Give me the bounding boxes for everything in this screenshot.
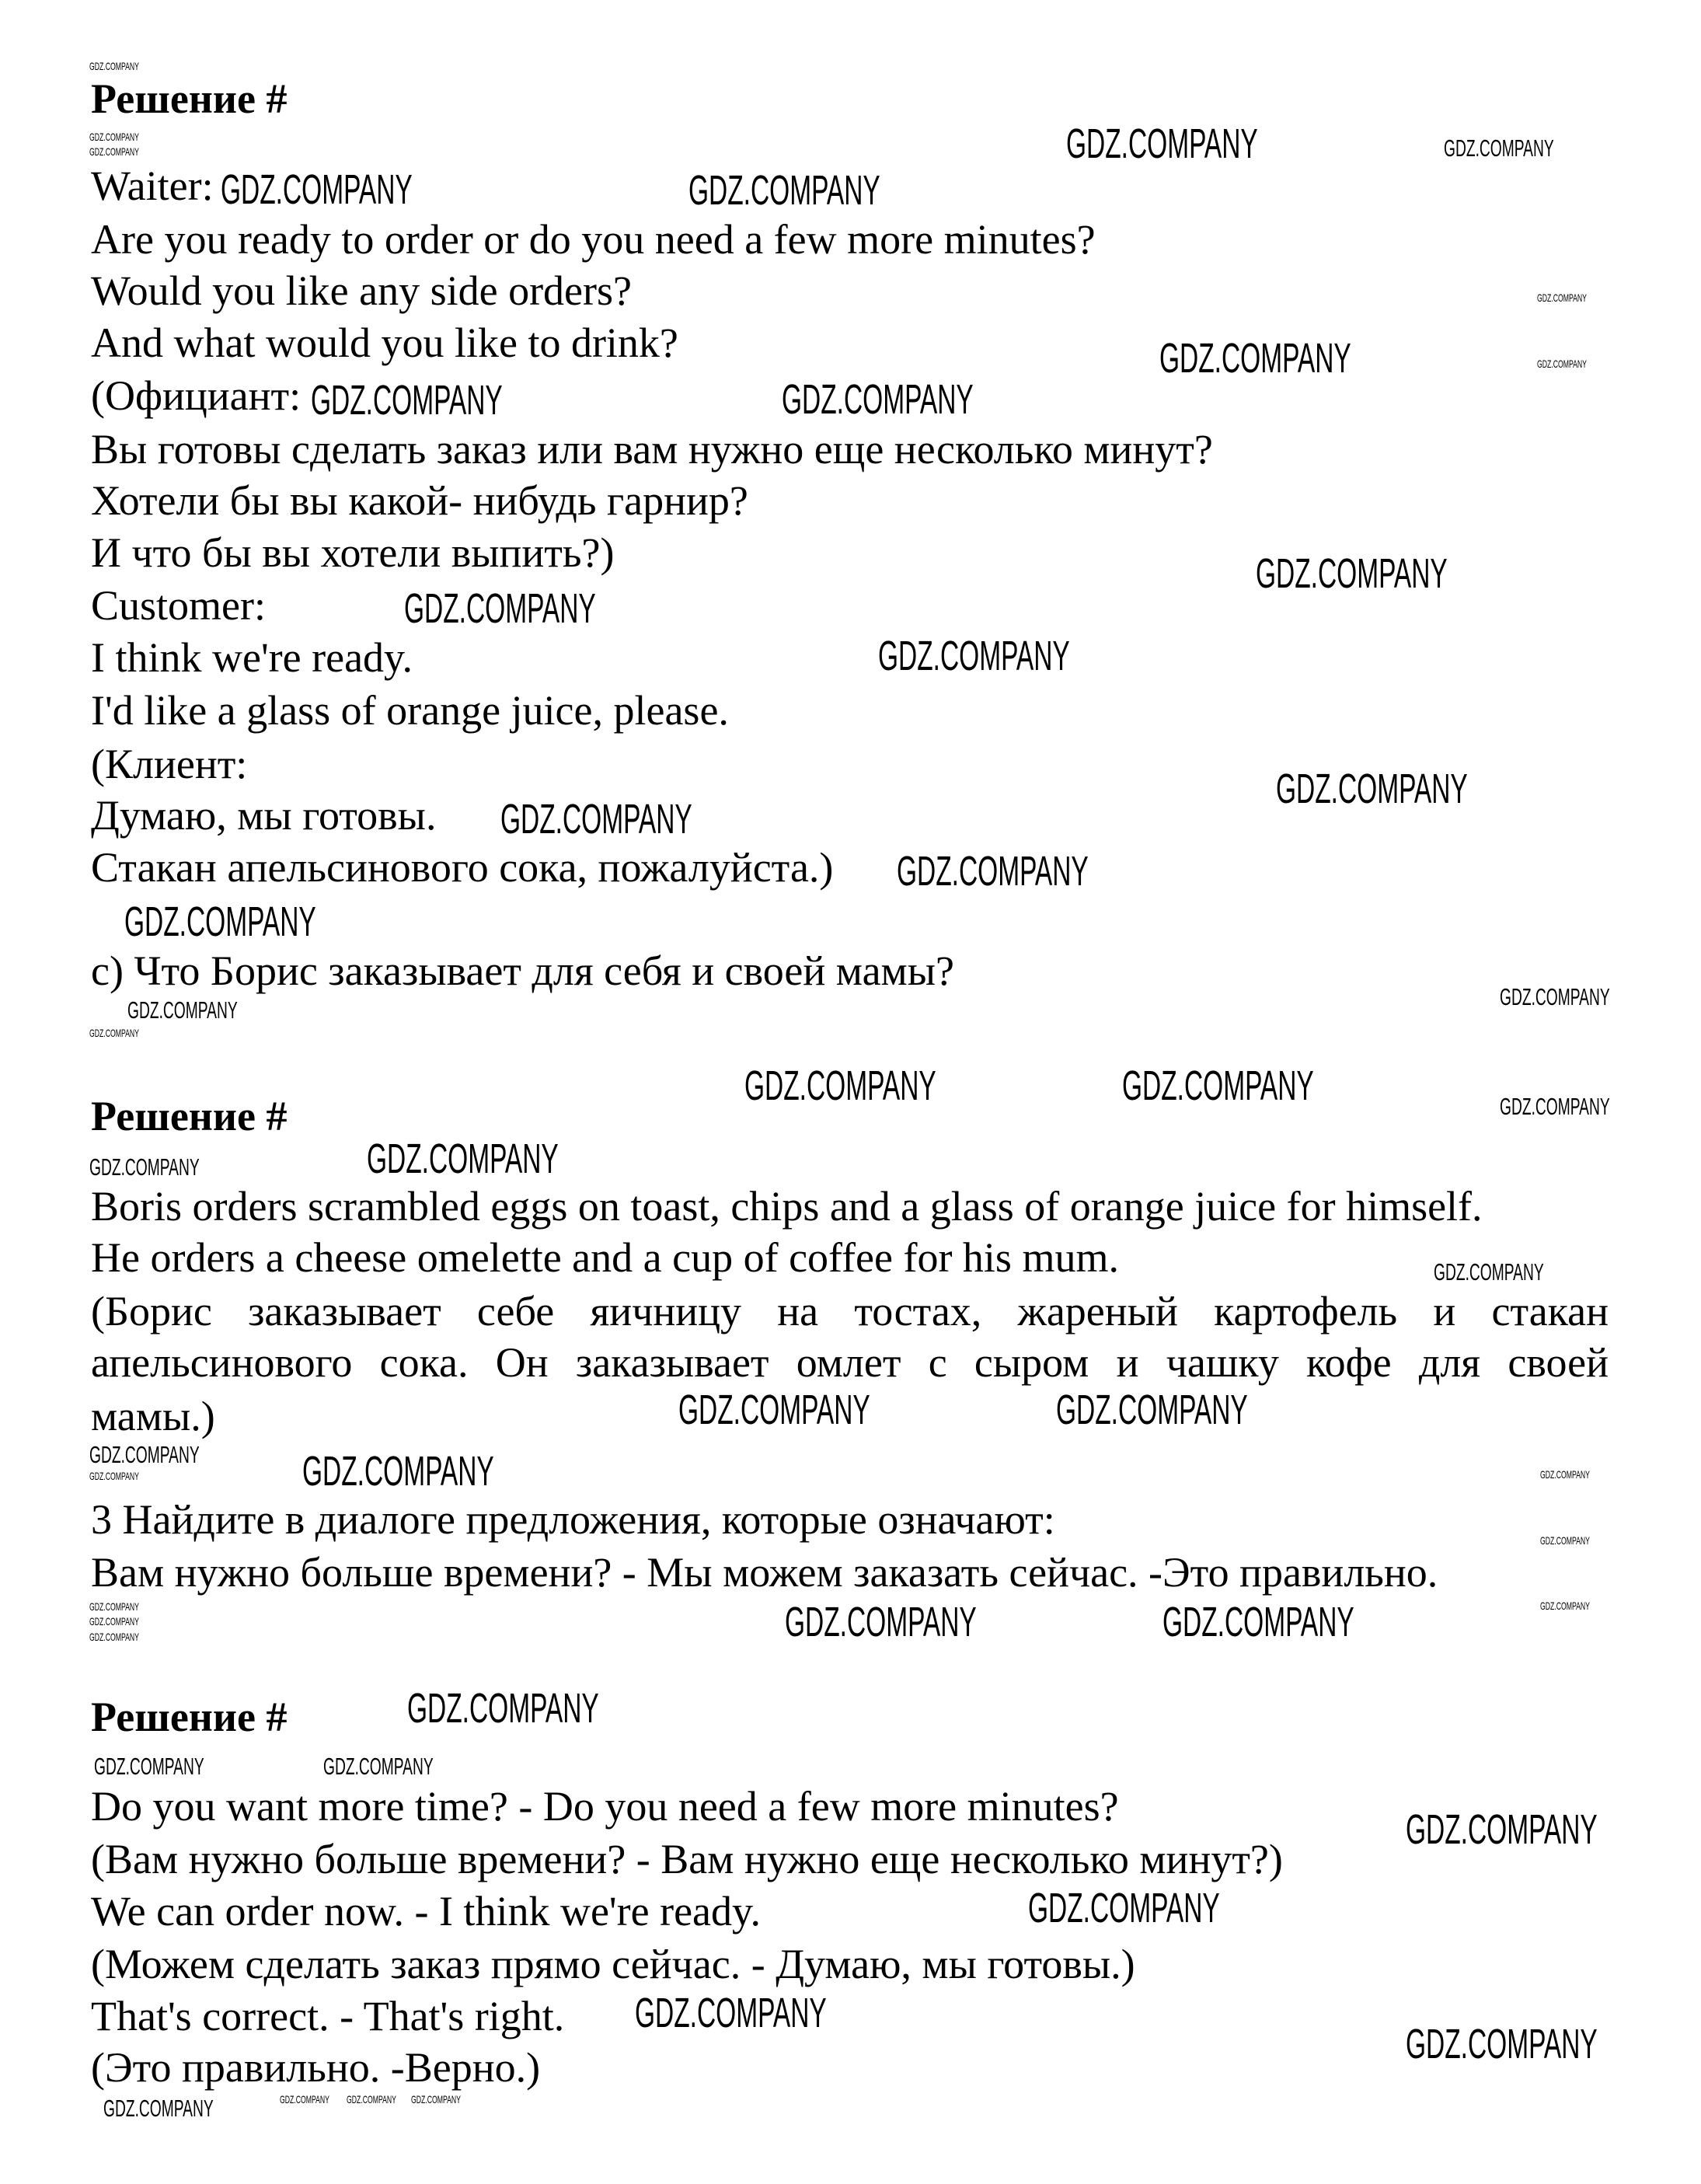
watermark: GDZ.COMPANY: [89, 1027, 140, 1040]
watermark: GDZ.COMPANY: [1499, 1092, 1610, 1120]
watermark: GDZ.COMPANY: [302, 1447, 494, 1495]
watermark: GDZ.COMPANY: [322, 1752, 434, 1780]
text-line: (Вам нужно больше времени? - Вам нужно еще несколько минут?): [91, 1836, 1283, 1882]
text-line: мамы.): [91, 1393, 215, 1439]
watermark: GDZ.COMPANY: [89, 1600, 140, 1613]
watermark: GDZ.COMPANY: [500, 795, 693, 843]
watermark: GDZ.COMPANY: [310, 377, 503, 424]
watermark: GDZ.COMPANY: [1121, 1062, 1314, 1109]
watermark: GDZ.COMPANY: [635, 1990, 827, 2037]
watermark: GDZ.COMPANY: [1537, 357, 1588, 370]
text-line: Вы готовы сделать заказ или вам нужно еще несколько минут?: [91, 426, 1213, 473]
watermark: GDZ.COMPANY: [89, 1470, 140, 1482]
watermark: GDZ.COMPANY: [411, 2093, 462, 2106]
solution-heading: Решение #: [91, 75, 288, 122]
text-line: Думаю, мы готовы.: [91, 792, 437, 839]
watermark: GDZ.COMPANY: [89, 130, 140, 143]
text-line: Customer:: [91, 582, 266, 629]
watermark: GDZ.COMPANY: [1537, 291, 1588, 305]
watermark: GDZ.COMPANY: [1159, 334, 1351, 382]
watermark: GDZ.COMPANY: [1434, 1258, 1544, 1286]
watermark: GDZ.COMPANY: [1162, 1599, 1354, 1646]
watermark: GDZ.COMPANY: [404, 584, 596, 632]
text-line: (Борис заказывает себе яичницу на тостах, жареный картофель и стакан: [91, 1288, 1609, 1334]
watermark: GDZ.COMPANY: [878, 633, 1071, 680]
solution-heading: Решение #: [91, 1093, 288, 1139]
text-line: Хотели бы вы какой- нибудь гарнир?: [91, 477, 748, 524]
watermark: GDZ.COMPANY: [1065, 120, 1258, 168]
watermark: GDZ.COMPANY: [784, 1599, 977, 1646]
text-line: That's correct. - That's right.: [91, 1993, 565, 2039]
text-line: And what would you like to drink?: [91, 319, 678, 366]
text-line: (Это правильно. -Верно.): [91, 2044, 541, 2091]
watermark: GDZ.COMPANY: [366, 1136, 559, 1182]
watermark: GDZ.COMPANY: [93, 1752, 204, 1780]
watermark: GDZ.COMPANY: [1256, 550, 1448, 597]
watermark: GDZ.COMPANY: [1499, 983, 1610, 1011]
watermark: GDZ.COMPANY: [347, 2093, 397, 2106]
watermark: GDZ.COMPANY: [221, 166, 413, 214]
question-text: c) Что Борис заказывает для себя и своей мамы?: [91, 947, 954, 994]
watermark: GDZ.COMPANY: [1539, 1533, 1590, 1547]
watermark: GDZ.COMPANY: [1406, 1806, 1598, 1854]
watermark: GDZ.COMPANY: [1443, 134, 1554, 162]
text-line: И что бы вы хотели выпить?): [91, 529, 615, 576]
watermark: GDZ.COMPANY: [89, 1631, 140, 1644]
watermark: GDZ.COMPANY: [1406, 2020, 1598, 2067]
text-line: Стакан апельсинового сока, пожалуйста.): [91, 844, 834, 891]
text-line: Waiter:: [91, 162, 214, 209]
watermark: GDZ.COMPANY: [678, 1387, 870, 1434]
watermark: GDZ.COMPANY: [89, 1441, 200, 1469]
watermark: GDZ.COMPANY: [89, 1615, 140, 1628]
watermark: GDZ.COMPANY: [1539, 1468, 1590, 1481]
watermark: GDZ.COMPANY: [1275, 766, 1468, 813]
text-line: Do you want more time? - Do you need a few more minutes?: [91, 1783, 1119, 1830]
watermark: GDZ.COMPANY: [1539, 1600, 1590, 1613]
question-text: 3 Найдите в диалоге предложения, которые означают:: [91, 1496, 1055, 1543]
text-line: (Клиент:: [91, 741, 248, 787]
text-line: (Можем сделать заказ прямо сейчас. - Думаю, мы готовы.): [91, 1941, 1135, 1987]
watermark: GDZ.COMPANY: [896, 848, 1089, 895]
text-line: I think we're ready.: [91, 634, 413, 681]
text-line: We can order now. - I think we're ready.: [91, 1888, 761, 1935]
watermark: GDZ.COMPANY: [1028, 1885, 1220, 1932]
watermark: GDZ.COMPANY: [89, 145, 140, 159]
text-line: Would you like any side orders?: [91, 267, 632, 314]
watermark: GDZ.COMPANY: [744, 1062, 936, 1109]
text-line: He orders a cheese omelette and a cup of coffee for his mum.: [91, 1234, 1119, 1281]
watermark: GDZ.COMPANY: [406, 1684, 599, 1732]
question-text: Вам нужно больше времени? - Мы можем заказать сейчас. -Это правильно.: [91, 1549, 1438, 1596]
solution-heading: Решение #: [91, 1694, 288, 1740]
watermark: GDZ.COMPANY: [688, 167, 880, 215]
text-line: I'd like a glass of orange juice, please.: [91, 687, 729, 734]
watermark: GDZ.COMPANY: [127, 996, 238, 1024]
watermark: GDZ.COMPANY: [89, 59, 140, 72]
text-line: апельсинового сока. Он заказывает омлет с сыром и чашку кофе для своей: [91, 1339, 1609, 1386]
watermark: GDZ.COMPANY: [280, 2093, 329, 2106]
text-line: Are you ready to order or do you need a few more minutes?: [91, 216, 1096, 263]
watermark: GDZ.COMPANY: [1056, 1387, 1248, 1434]
watermark: GDZ.COMPANY: [124, 898, 316, 945]
text-line: Boris orders scrambled eggs on toast, chips and a glass of orange juice for himself.: [91, 1183, 1483, 1230]
watermark: GDZ.COMPANY: [103, 2094, 214, 2122]
text-line: (Официант:: [91, 372, 302, 419]
watermark: GDZ.COMPANY: [782, 375, 974, 423]
watermark: GDZ.COMPANY: [89, 1153, 200, 1181]
